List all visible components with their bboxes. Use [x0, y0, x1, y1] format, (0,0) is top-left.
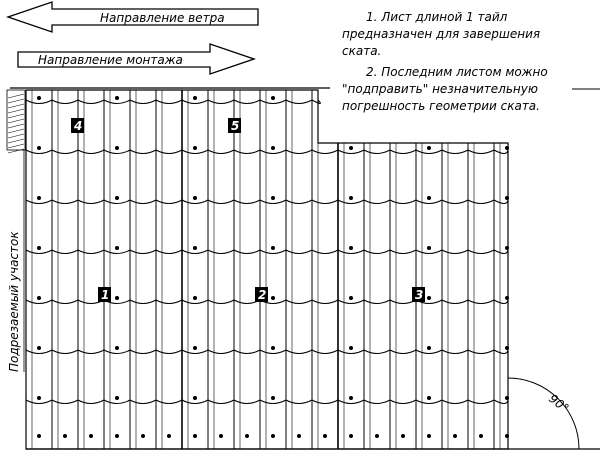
svg-text:5: 5 [231, 119, 240, 133]
screw-mark [115, 396, 119, 400]
mounting-direction-arrow [18, 44, 254, 74]
note-2-line-2: "подправить" незначительную [342, 82, 538, 96]
tile-step-row [26, 100, 320, 104]
screw-mark [115, 346, 119, 350]
svg-text:3: 3 [415, 288, 424, 302]
screw-mark [37, 196, 41, 200]
screw-mark [479, 434, 483, 438]
screw-mark [37, 396, 41, 400]
note-1-line-3: ската. [342, 44, 382, 58]
tile-step-row [26, 350, 508, 354]
screw-mark [427, 246, 431, 250]
screw-mark [271, 96, 275, 100]
svg-text:2: 2 [258, 288, 267, 302]
screw-mark [349, 434, 353, 438]
tile-step-row [26, 250, 508, 254]
tile-step-row [26, 200, 508, 204]
screw-mark [505, 434, 509, 438]
screw-mark [193, 296, 197, 300]
hatch-line [8, 94, 24, 98]
roof-outline [26, 90, 508, 449]
screw-mark [141, 434, 145, 438]
screw-mark [245, 434, 249, 438]
screw-mark [401, 434, 405, 438]
screw-mark [37, 296, 41, 300]
hatch-line [8, 124, 24, 128]
screw-mark [193, 246, 197, 250]
hatch-line [8, 129, 24, 133]
screw-mark [349, 396, 353, 400]
screw-mark [271, 396, 275, 400]
screw-mark [37, 346, 41, 350]
screw-mark [427, 434, 431, 438]
screw-mark [115, 296, 119, 300]
screw-mark [427, 146, 431, 150]
sheet-badge-2 [255, 287, 268, 302]
screw-mark [193, 146, 197, 150]
hatch-line [8, 114, 24, 118]
wind-direction-arrow [8, 2, 258, 32]
note-1-line-1: 1. Лист длиной 1 тайл [366, 10, 508, 24]
screw-mark [115, 196, 119, 200]
screw-mark [193, 396, 197, 400]
screw-mark [505, 396, 509, 400]
screw-mark [271, 296, 275, 300]
screw-mark [427, 196, 431, 200]
screw-mark [505, 246, 509, 250]
screw-mark [375, 434, 379, 438]
screw-mark [115, 434, 119, 438]
screw-mark [271, 434, 275, 438]
roof-sheets [26, 90, 509, 449]
screw-mark [271, 146, 275, 150]
screw-mark [63, 434, 67, 438]
svg-text:4: 4 [74, 119, 83, 133]
hatch-line [8, 119, 24, 123]
screw-mark [505, 196, 509, 200]
screw-mark [427, 296, 431, 300]
screw-mark [505, 146, 509, 150]
screw-mark [193, 196, 197, 200]
note-2-line-1: 2. Последним листом можно [366, 65, 548, 79]
wind-direction-label: Направление ветра [100, 11, 225, 25]
screw-mark [349, 146, 353, 150]
screw-mark [89, 434, 93, 438]
angle-label: 90° [546, 391, 572, 416]
screw-mark [167, 434, 171, 438]
trimmed-section-label: Подрезаемый участок [7, 231, 21, 372]
screw-mark [427, 396, 431, 400]
screw-mark [349, 246, 353, 250]
screw-mark [349, 196, 353, 200]
trimmed-section [7, 90, 25, 153]
screw-mark [349, 346, 353, 350]
screw-mark [453, 434, 457, 438]
screw-mark [193, 96, 197, 100]
hatch-line [8, 104, 24, 108]
screw-mark [37, 434, 41, 438]
hatch-line [8, 99, 24, 103]
screw-mark [505, 296, 509, 300]
screw-mark [37, 246, 41, 250]
hatch-line [8, 139, 24, 143]
screw-mark [271, 196, 275, 200]
screw-mark [297, 434, 301, 438]
sheet-badge-1 [98, 287, 111, 302]
screw-mark [323, 434, 327, 438]
sheet-badge-4 [71, 118, 84, 133]
screw-mark [115, 146, 119, 150]
right-angle-mark [508, 378, 579, 449]
hatch-line [8, 144, 24, 148]
screw-mark [219, 434, 223, 438]
screw-mark [427, 346, 431, 350]
sheet-badge-3 [412, 287, 425, 302]
screw-mark [37, 146, 41, 150]
screw-mark [115, 96, 119, 100]
hatch-line [8, 109, 24, 113]
tile-step-row [26, 150, 508, 154]
hatch-line [8, 134, 24, 138]
tile-step-row [26, 400, 508, 404]
screw-mark [193, 434, 197, 438]
screw-mark [37, 96, 41, 100]
screw-mark [271, 346, 275, 350]
screw-mark [193, 346, 197, 350]
mounting-direction-label: Направление монтажа [38, 53, 183, 67]
sheet-badge-5 [228, 118, 241, 133]
note-2-line-3: погрешность геометрии ската. [342, 99, 540, 113]
svg-text:1: 1 [101, 288, 110, 302]
screw-mark [271, 246, 275, 250]
screw-mark [349, 296, 353, 300]
screw-mark [115, 246, 119, 250]
screw-mark [505, 346, 509, 350]
notes-block [342, 10, 600, 113]
note-1-line-2: предназначен для завершения [342, 27, 541, 41]
